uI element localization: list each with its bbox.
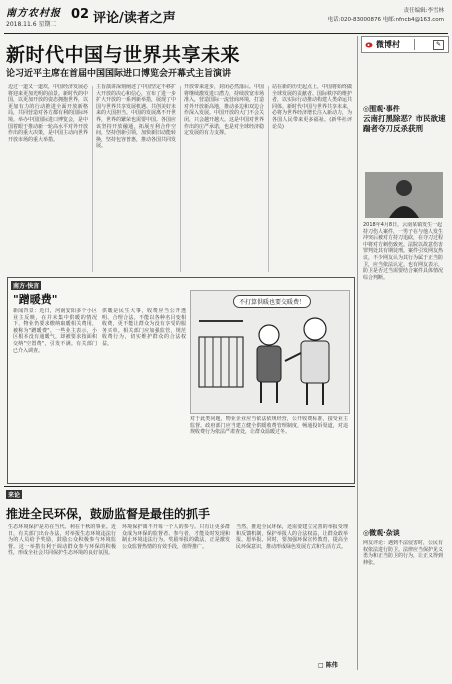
article-column-1: 迈过一道又一道坎，中国经济发展必将迎来更加光明的前景。新时代的中国，以更加开放的姿态拥抱世界，以更加有力的行动推进全面开放新格局，共同营造对各方都有利的国际环境。举办中国国际进口博览会，是中国着眼于推动新一轮高水平对外开放作出的重大决策，是中国主动向世界开放市场的重大举措。 [8,84,88,143]
page-number: 02 [71,7,90,22]
article-column-4: 站在新的历史起点上，中国将始终做全球发展的贡献者、国际秩序的维护者，以实际行动推动构建人类命运共同体。新时代中国与世界共享未来，必将为世界经济增长注入新动力，为各国人民带来更多福祉。(新华社评论员) [272,84,352,130]
section-divider [4,486,355,487]
newspaper-logo: 南方农村报 [6,8,61,19]
feature-tag: 南方·快言 [13,283,40,290]
photo-figure [365,172,443,218]
right-sidebar [357,36,450,670]
editor-info [328,7,444,25]
section-title: 评论/读者之声 [93,11,176,26]
lower-article-column-1: 生态环境保护是功在当代、利在千秋的事业。近日，有关部门出台办法，对举报生态环境违法行为的人员给予奖励，鼓励公众积极参与环境监督。这一举措有利于调动群众参与环保的积极性，形成全社会共同保护生态环境的良好氛围。 [8,524,116,557]
column-divider [180,86,181,272]
pen-icon: ✎ [433,40,444,50]
feature-box [7,277,355,484]
sidebar-event-headline: 云南打黑除恶？市民欲速踹者夺刀反杀获刑 [363,114,446,133]
speech-bubble: 不打算供暖也要交暖费！ [233,295,311,308]
main-subheadline: 论习近平主席在首届中国国际进口博览会开幕式主旨演讲 [6,69,232,79]
weibo-icon [365,40,373,48]
feature-text-left: 新闻背景：近日，河南安阳多个小区业主反映，在并未集中供暖的情况下，物业仍要求缴纳取暖相关费用，被称为"蹭暖费"。一些业主表示，小区根本没有通暖气，却被要求按面积交纳"空置费"，引发不满。有关部门已介入调查。 [13,308,97,354]
lower-section-tag: 来论 [8,492,21,499]
contact-line: 电话:020-83000876 电邮:nfncb4@163.com [327,17,444,23]
main-headline: 新时代中国与世界共享未来 [6,44,241,66]
sidebar-chat-tag: ◎微观·杂谈 [363,529,400,537]
weibo-village-label: 微博村 [376,40,400,49]
sidebar-chat-text: 网友评论：遇到不法侵害时，公民有权依法进行防卫。法律应当保护见义勇为和正当防卫的行为，让正义得到伸张。 [363,540,444,566]
lower-article-column-2: 环境保护离不开每一个人的参与。只有让更多群众成为环保的监督者、参与者，才能及时发现和制止环境违法行为。奖励举报的做法，正是激发公众监督热情的有效手段，值得推广。 [122,524,230,550]
column-divider [268,86,269,272]
news-photo [365,172,443,218]
sidebar-event-tag: ◎围观·事件 [363,105,400,113]
bar-separator [414,39,415,50]
masthead [4,2,448,33]
article-column-3: 开放带来进步，封闭必然落后。中国将继续激发进口潜力，持续放宽市场准入，营造国际一流营商环境，打造对外开放新高地，推动多边和双边合作深入发展。中国开放的大门不会关闭，只会越开越大。这是中国对世界作出的庄严承诺，也是对全球经济稳定发展的有力支撑。 [184,84,264,137]
lower-headline: 推进全民环保，鼓励监督是最佳的抓手 [6,507,211,521]
author-signature: □ 陈伟 [318,662,338,669]
feature-text-right: 对于此类问题，物业企业应当依法依规经营，公开收费标准，接受业主监督。政府部门应当建立健全供暖收费管理制度，畅通投诉渠道，对违规收费行为依法严肃查处，让群众温暖过冬。 [190,416,348,436]
header-divider [4,33,448,34]
lower-article-column-3: 当然，推进全民环保，还需要建立完善的举报受理和反馈机制，保护举报人的合法权益，让群众敢举报、愿举报。同时，要加强环保宣传教育，提高全民环保意识，推动形成绿色发展方式和生活方式。 [236,524,348,550]
sidebar-article-text: 2018年4月8日，云南某镇发生一起持刀伤人案件，一男子在与他人发生冲突后被对方持刀追砍，在夺刀过程中将对方刺伤致死。法院以故意伤害罪判处其有期徒刑。案件引发网友热议，不少网友认为其行为属于正当防卫，应当依法认定。也有网友表示，防卫是否过当需要结合案件具体情况综合判断。 [363,222,444,281]
feature-text-middle: 供暖是民生大事，收费应当公开透明、合理合法。不能以各种名目变相收费，更不能让群众为没有享受的服务买单。相关部门应加强监管，规范收费行为，切实维护群众的合法权益。 [102,308,186,347]
article-column-2: 主旨演讲深刻阐述了中国坚定不移扩大开放的决心和信心，宣布了进一步扩大开放的一系列新举措，展现了中国与世界共享发展机遇、共创美好未来的大国担当。中国的发展离不开世界，世界的繁荣也需要中国。各国应该坚持开放融通，拓展互利合作空间，坚持创新引领，加快新旧动能转换，坚持包容普惠，推动各国共同发展。 [96,84,176,150]
weibo-village-bar [361,36,449,53]
editorial-cartoon [190,290,350,414]
cartoon-drawing [191,291,349,413]
editor-line: 责任编辑:李雪林 [403,8,444,14]
issue-date: 2018.11.6 星期二 [6,21,57,28]
feature-title: "蹭暖费" [13,293,58,306]
column-divider [92,86,93,272]
